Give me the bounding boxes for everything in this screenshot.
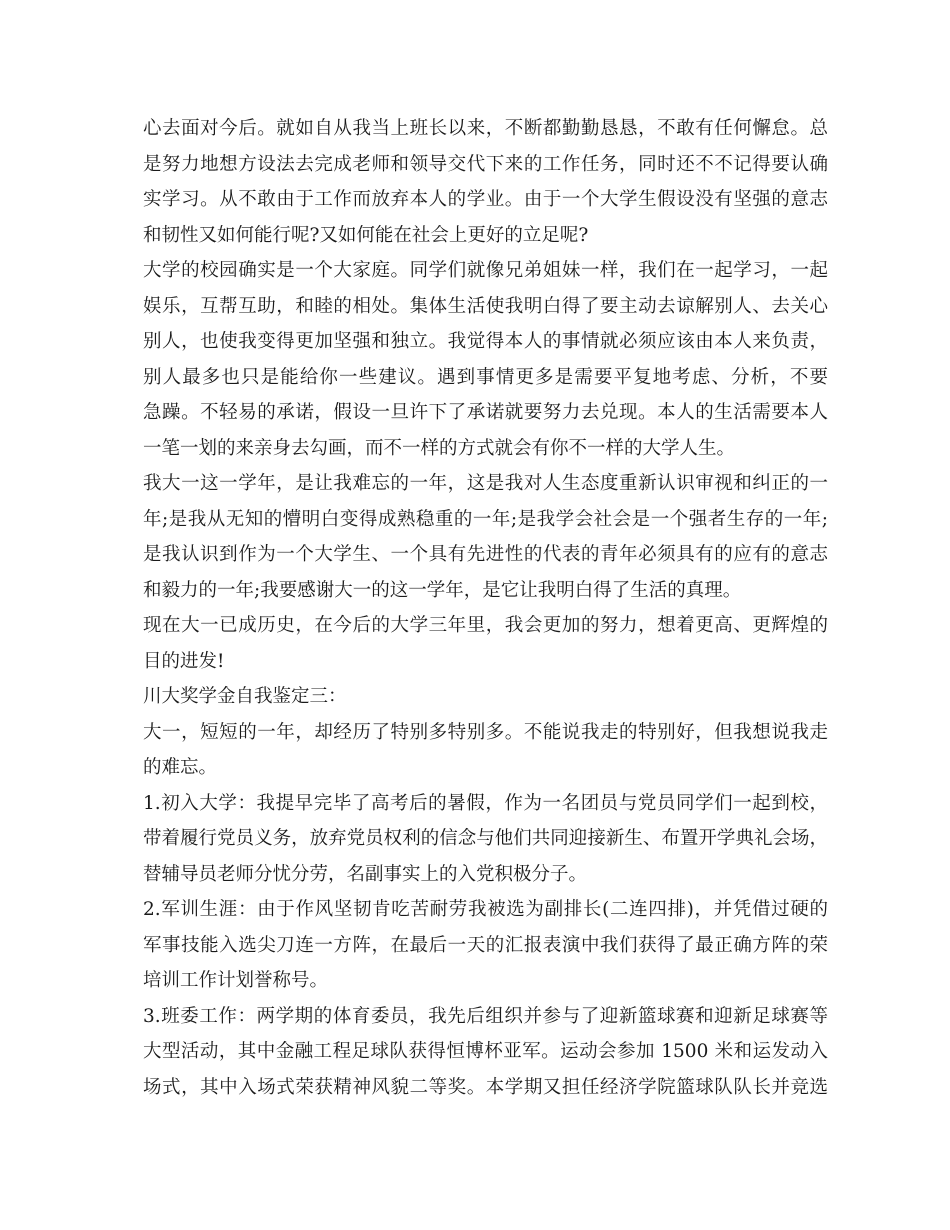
text-line: 别人，也使我变得更加坚强和独立。我觉得本人的事情就必须应该由本人来负责， — [143, 331, 828, 352]
text-line: 1.初入大学：我提早完毕了高考后的暑假，作为一名团员与党员同学们一起到校， — [143, 792, 828, 814]
text-line: 军事技能入选尖刀连一方阵，在最后一天的汇报表演中我们获得了最正确方阵的荣 — [143, 934, 828, 956]
text-line: 心去面对今后。就如自从我当上班长以来，不断都勤勤恳恳，不敢有任何懈怠。总 — [143, 118, 828, 139]
section-heading: 川大奖学金自我鉴定三： — [143, 686, 347, 707]
text-line: 是努力地想方设法去完成老师和领导交代下来的工作任务，同时还不不记得要认确 — [143, 153, 828, 175]
text-line: 是我认识到作为一个大学生、一个具有先进性的代表的青年必须具有的应有的意志 — [143, 544, 828, 565]
text-line: 大一，短短的一年，却经历了特别多特别多。不能说我走的特别好，但我想说我走 — [143, 721, 828, 743]
text-line: 和毅力的一年;我要感谢大一的这一学年，是它让我明白得了生活的真理。 — [143, 579, 742, 601]
text-line: 大型活动，其中金融工程足球队获得恒博杯亚军。运动会参加 1500 米和运发动入 — [143, 1041, 828, 1062]
text-line: 目的进发! — [143, 650, 225, 672]
text-line: 大学的校园确实是一个大家庭。同学们就像兄弟姐妹一样，我们在一起学习，一起 — [143, 260, 828, 281]
text-line: 年;是我从无知的懵明白变得成熟稳重的一年;是我学会社会是一个强者生存的一年; — [143, 508, 828, 530]
text-line: 替辅导员老师分忧分劳，名副事实上的入党积极分子。 — [143, 863, 588, 885]
text-line: 实学习。从不敢由于工作而放弃本人的学业。由于一个大学生假设没有坚强的意志 — [143, 189, 828, 210]
text-line: 培训工作计划誉称号。 — [143, 970, 329, 991]
text-line: 的难忘。 — [143, 757, 218, 778]
text-line: 别人最多也只是能给你一些建议。遇到事情更多是需要平复地考虑、分析，不要 — [143, 366, 828, 388]
text-line: 场式，其中入场式荣获精神风貌二等奖。本学期又担任经济学院篮球队队长并竞选 — [143, 1076, 828, 1098]
text-line: 娱乐，互帮互助，和睦的相处。集体生活使我明白得了要主动去谅解别人、去关心 — [143, 295, 828, 317]
text-line: 现在大一已成历史，在今后的大学三年里，我会更加的努力，想着更高、更辉煌的 — [143, 615, 828, 636]
text-line: 和韧性又如何能行呢?又如何能在社会上更好的立足呢? — [143, 224, 589, 246]
text-line: 2.军训生涯：由于作风坚韧肯吃苦耐劳我被选为副排长(二连四排)，并凭借过硬的 — [143, 899, 828, 920]
text-line: 一笔一划的来亲身去勾画，而不一样的方式就会有你不一样的大学人生。 — [143, 437, 736, 459]
text-line: 带着履行党员义务，放弃党员权利的信念与他们共同迎接新生、布置开学典礼会场， — [143, 828, 828, 849]
text-line: 我大一这一学年，是让我难忘的一年，这是我对人生态度重新认识审视和纠正的一 — [143, 473, 828, 494]
document-body — [143, 111, 828, 1105]
text-line: 3.班委工作：两学期的体育委员，我先后组织并参与了迎新篮球赛和迎新足球赛等 — [143, 1005, 828, 1027]
text-line: 急躁。不轻易的承诺，假设一旦许下了承诺就要努力去兑现。本人的生活需要本人 — [143, 402, 828, 423]
